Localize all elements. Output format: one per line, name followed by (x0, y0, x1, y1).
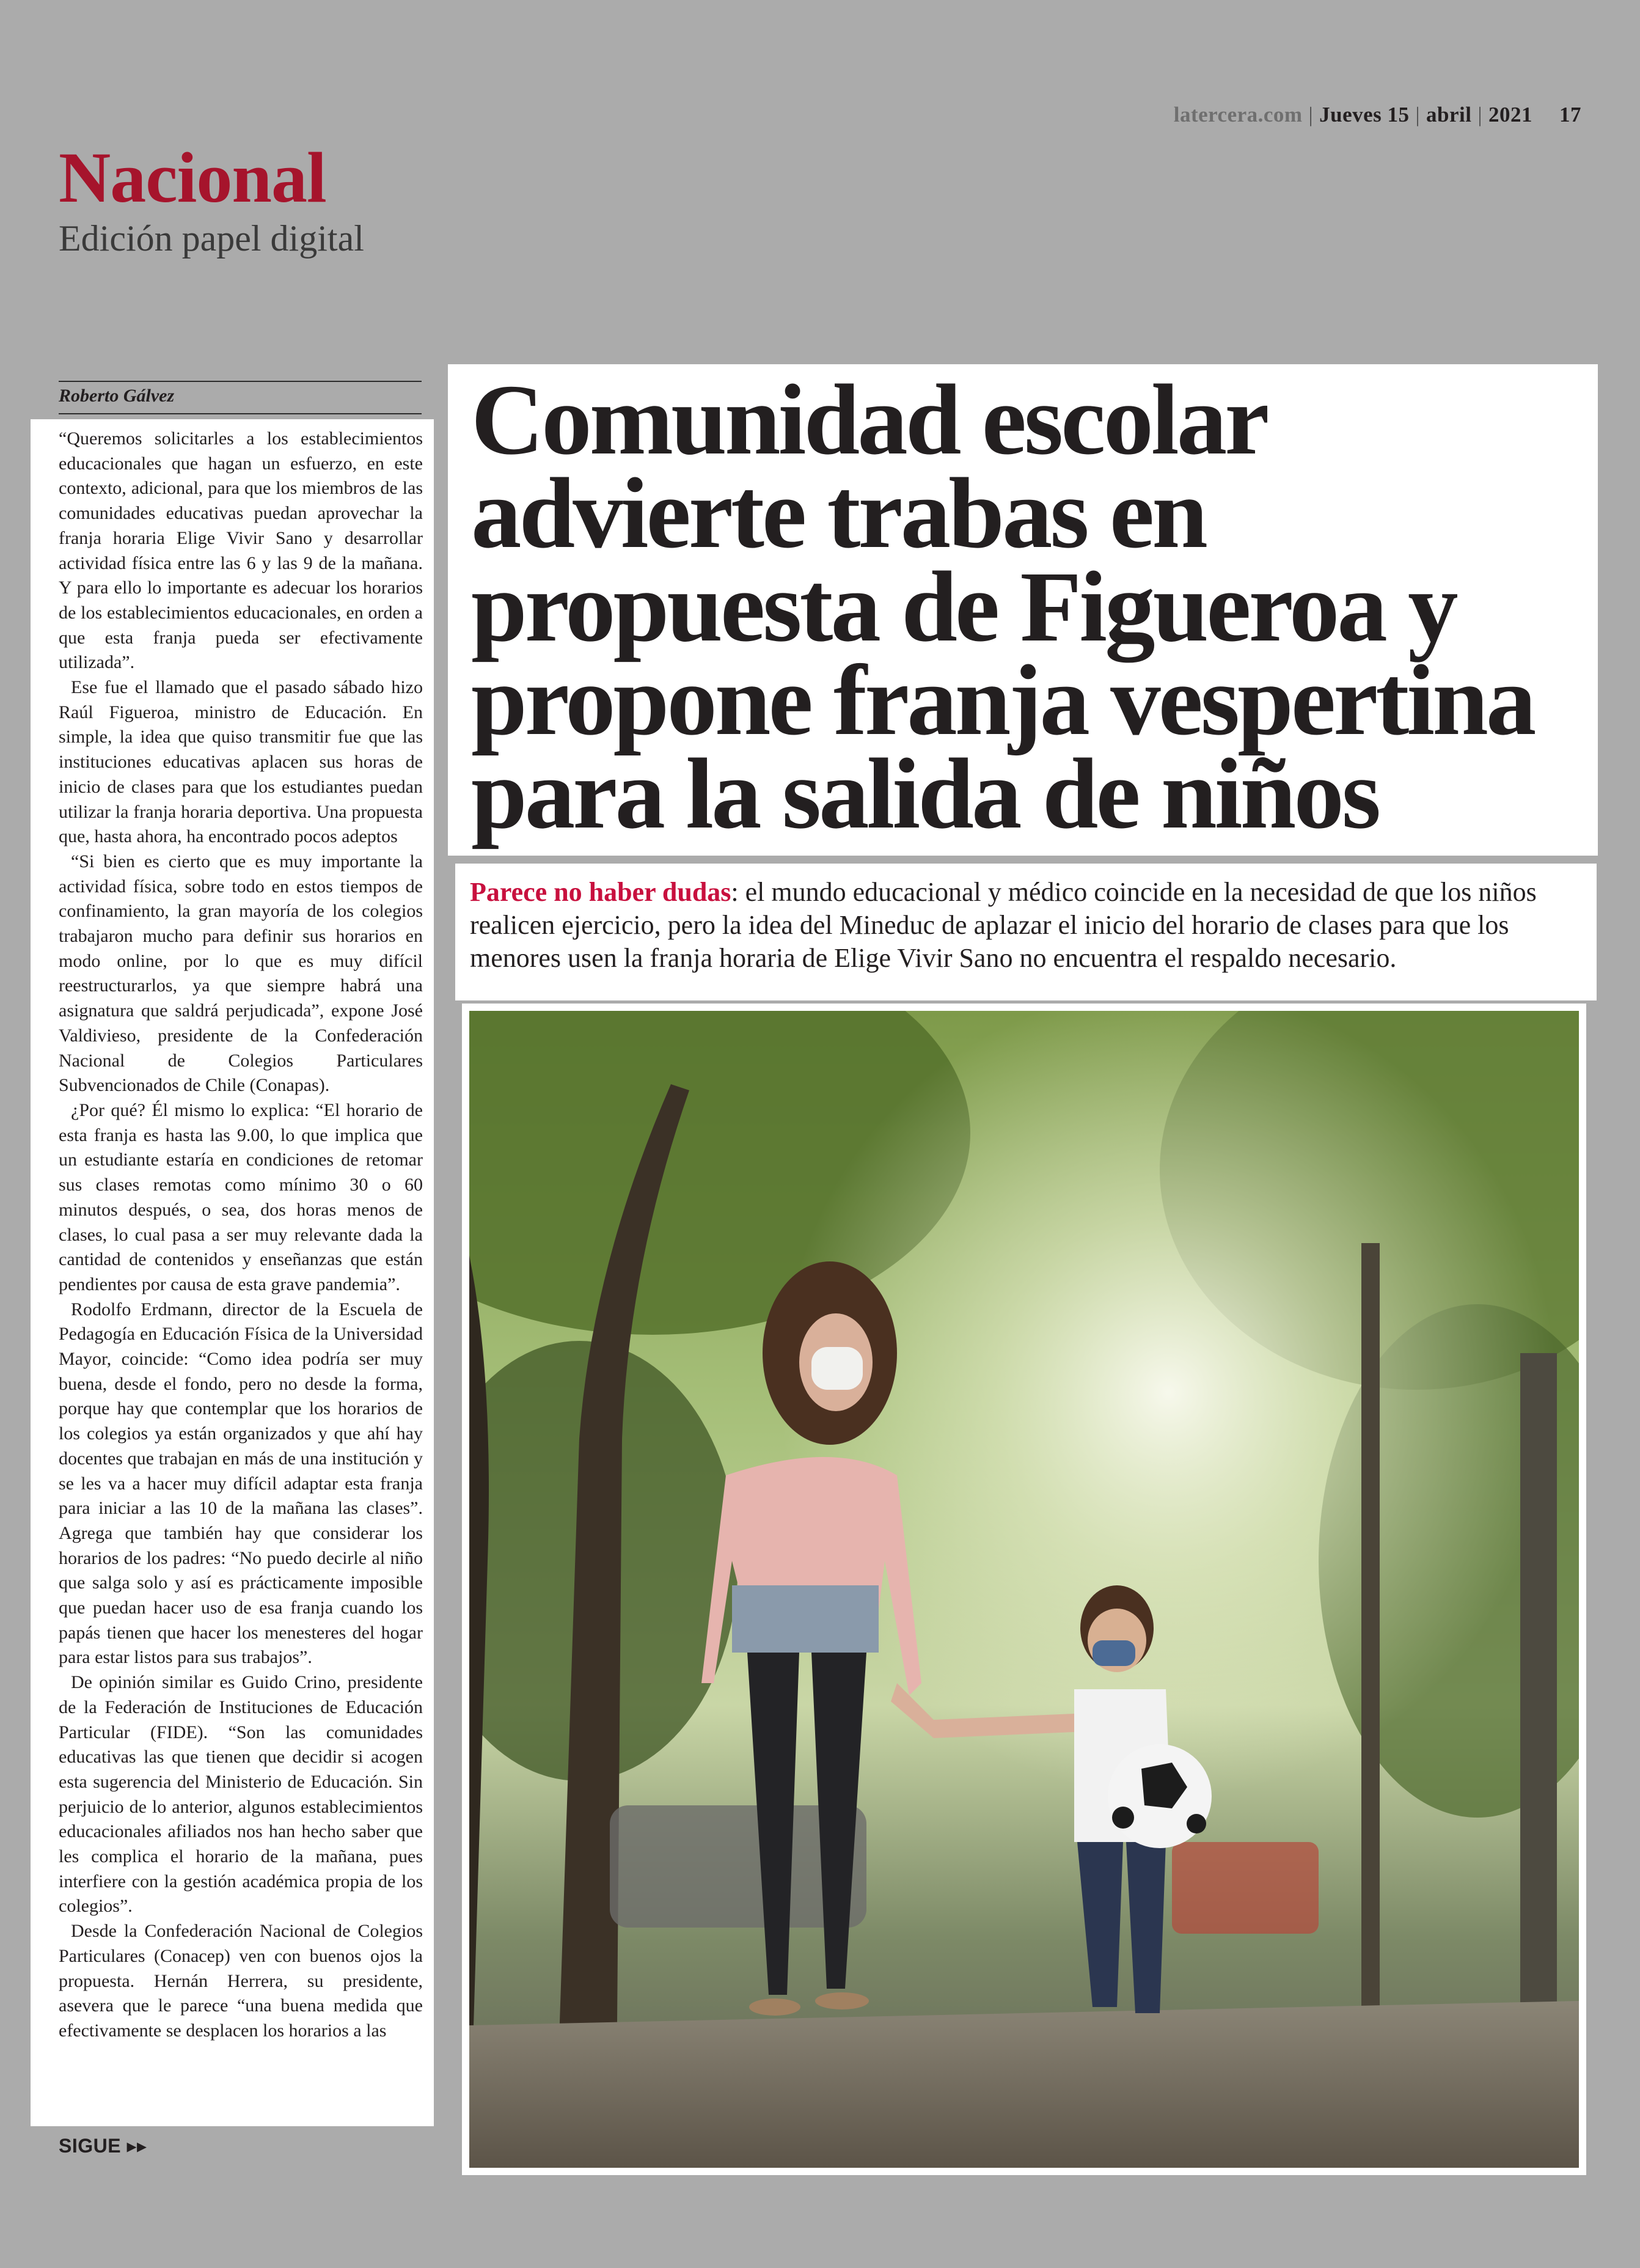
headline (471, 364, 1580, 850)
deck (470, 876, 1582, 975)
page-number: 17 (1559, 103, 1581, 127)
page-header: latercera.com | Jueves 15 | abril | 2021 17 (1173, 103, 1581, 127)
site-name[interactable]: latercera.com (1173, 103, 1303, 127)
body-paragraph: “Queremos solicitarles a los establecimientos educacionales que hagan un esfuerzo, en este contexto, adicional, para que los miembros de las comunidades educativas puedan aprovechar la franja horaria Elige Vivir Sano y desarrollar actividad física entre las 6 y las 9 de la mañana. Y para ello lo importante es adecuar los horarios de los establecimientos educacionales, en orden a que esta franja pueda ser efectivamente utilizada”. (59, 428, 423, 673)
author-byline: Roberto Gálvez (59, 386, 175, 406)
headline-box (448, 364, 1598, 856)
photo-frame (462, 1004, 1586, 2175)
body-paragraph: ¿Por qué? Él mismo lo explica: “El horario de esta franja es hasta las 9.00, lo que implica que un estudiante estaría en condiciones de retomar sus clases remotas como mínimo 30 o 60 minutos después, o sea, dos horas menos de clases, lo cual pasa a ser muy relevante dada la cantidad de contenidos y enseñanzas que están pendientes por causa de esta grave pandemia”. (59, 1099, 423, 1294)
body-paragraph: Desde la Confederación Nacional de Colegios Particulares (Conacep) ven con buenos ojos la propuesta. Hernán Herrera, su presidente, asevera que le parece “una buena medida que efectivamente se desplacen los horarios a las (59, 1921, 423, 2041)
author-rule-top (59, 381, 422, 382)
article-body (31, 419, 434, 2126)
author-rule-bottom (59, 413, 422, 414)
deck-lead: Parece no haber dudas (470, 877, 731, 907)
article-photo (469, 1011, 1579, 2168)
headline-line: Comunidad escolar (471, 364, 1267, 475)
headline-line: advierte trabas en (471, 457, 1206, 569)
headline-line: propone franja vespertina (471, 644, 1534, 756)
deck-box (455, 864, 1597, 1000)
section-title: Nacional (59, 138, 326, 218)
body-paragraph: Ese fue el llamado que el pasado sábado hizo Raúl Figueroa, ministro de Educación. En simple, la idea que quiso transmitir fue que las instituciones educativas aplacen sus horas de inicio de clases para que los estudiantes puedan utilizar la franja horaria deportiva. Una propuesta que, hasta ahora, ha encontrado pocos adeptos (59, 677, 423, 847)
headline-line: propuesta de Figueroa y (471, 551, 1456, 662)
body-paragraph: De opinión similar es Guido Crino, presidente de la Federación de Instituciones de Educación Particular (FIDE). “Son las comunidades educativas las que tienen que decidir si acogen esta sugerencia del Ministerio de Educación. Sin perjuicio de lo anterior, algunos establecimientos educacionales afiliados nos han hecho saber que les complica el horario de la mañana, pues interfiere con la gestión académica propia de los colegios”. (59, 1672, 423, 1917)
year: 2021 (1488, 103, 1532, 127)
body-paragraph: “Si bien es cierto que es muy importante la actividad física, sobre todo en estos tiempos de confinamiento, la gran mayoría de los colegios trabajaron mucho para definir sus horarios en modo online, por lo que es muy difícil reestructurarlos, ya que siempre habrá una asignatura que saldrá perjudicada”, expone José Valdivieso, presidente de la Confederación Nacional de Colegios Particulares Subvencionados de Chile (Conapas). (59, 851, 423, 1096)
continue-label[interactable]: SIGUE ▸▸ (59, 2135, 147, 2157)
month: abril (1426, 103, 1472, 127)
headline-line: para la salida de niños (471, 738, 1379, 850)
body-paragraph: Rodolfo Erdmann, director de la Escuela de Pedagogía en Educación Física de la Universidad Mayor, coincide: “Como idea podría ser muy buena, desde el fondo, pero no desde la forma, porque hay que contemplar que los horarios de los colegios ya están organizados y que ahí hay docentes que trabajan en más de una institución y se les va a hacer muy difícil adaptar esta franja para iniciar a las 10 de la mañana las clases”. Agrega que también hay que considerar los horarios de los padres: “No puedo decirle al niño que salga solo y así es prácticamente imposible que puedan hacer uso de esa franja cuando los papás tienen que hacer los menesteres del hogar para estar listos para sus trabajos”. (59, 1299, 423, 1668)
weekday: Jueves 15 (1319, 103, 1410, 127)
deck-text: : el mundo educacional y médico coincide en la necesidad de que los niños realicen ejercicio, pero la idea del Mineduc de aplazar el inicio del horario de clases para que los menores usen la franja horaria de Elige Vivir Sano no encuentra el respaldo necesario. (470, 877, 1537, 973)
section-subtitle: Edición papel digital (59, 218, 364, 259)
